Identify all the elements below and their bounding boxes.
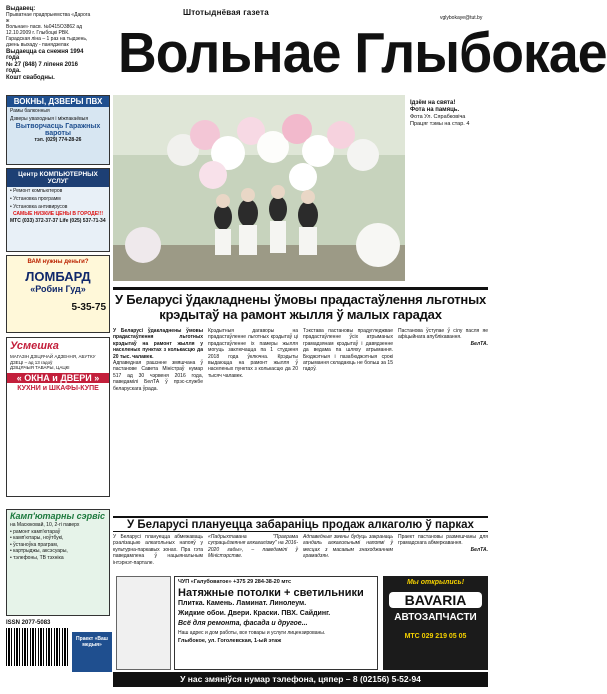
- ad-bavaria-sub: АВТОЗАПЧАСТИ: [394, 612, 477, 623]
- ad-store-line: Жидкие обои. Двери. Краски. ПВХ. Сайдинг.: [178, 610, 331, 617]
- ad-service-line: • тэлефоны, ТВ тэхніка: [10, 554, 64, 561]
- paper-title: Вольнае Глыбокае: [118, 21, 607, 85]
- article-signature: БелТА.: [470, 340, 488, 347]
- ad-small-mid: [116, 576, 171, 670]
- article2-column: [208, 534, 298, 572]
- article-column: [208, 328, 298, 516]
- ad-building-store: [174, 576, 378, 670]
- article2-headline: У Беларусі плануецца забараніць продаж алкаголю ў парках: [113, 516, 488, 532]
- ad-doors-line: Дзверы уваходныя і міжпакаёвыя: [10, 116, 89, 122]
- article2-quote: «Падрыхтавана "Праграма супрацьдзеяння алкагалізму" на 2016-2020 гады», – паведамілі ў Міністэрстве.: [208, 534, 298, 560]
- article2-paragraph: Адпаведныя змены будуць закранаць гандаль алкагольнымі напоямі ў месцах з масавым знаходжаннем грамадзян.: [303, 534, 393, 560]
- ad-lombard: [6, 255, 110, 333]
- issue-price: Кошт свабодны.: [6, 75, 55, 81]
- publisher-title: Выдавец:: [6, 6, 36, 12]
- ad-service-address: на Масюковай, 10, 2-гі паверх: [10, 522, 80, 528]
- article-column: [303, 328, 393, 516]
- front-photo: [113, 95, 405, 281]
- barcode-icon: [6, 628, 70, 666]
- ad-doors: [6, 95, 110, 165]
- ad-doors-line: Рамы балконныя: [10, 108, 50, 114]
- photo-caption-title: Ідзём на свята!: [410, 100, 456, 106]
- ad-pc-line: • Ремонт компьютеров: [10, 188, 63, 194]
- publisher-line: 12.10.2009 г. Глыбоцкі РВК.: [6, 30, 70, 36]
- ad-computer-repair: [6, 509, 110, 616]
- article-column: [113, 328, 203, 516]
- article2-column: [113, 534, 203, 572]
- article2-signature: БелТА.: [470, 546, 488, 553]
- article-lead: У Беларусі ўдакладнены ўмовы прадастаўлення льготных крэдытаў на рамонт жылля у населеных пунктах з колькасцю да 20 тыс. чалавек.: [113, 328, 203, 360]
- article-body: [113, 328, 488, 516]
- ad-service-line: • картрыджы, аксэсуары,: [10, 548, 68, 554]
- ad-usmeshka-line: ДЗЕЦІ – ад 13 гадоў: [10, 359, 53, 365]
- published-since: Выдаецца са снежня 1994 года: [6, 49, 84, 61]
- ad-usmeshka: [6, 337, 110, 497]
- ad-store-address: Глыбокое, ул. Гоголевская, 1-ый этаж: [178, 638, 282, 644]
- ad-bavaria-brand: BAVARIA: [389, 592, 482, 608]
- ad-pc-heading: Центр КОМПЬЮТЕРНЫХ УСЛУГ: [7, 169, 109, 187]
- issn-label: ISSN 2077-5083: [6, 620, 51, 626]
- ad-usmeshka-name: Усмешка: [10, 340, 59, 352]
- ad-lombard-name: ЛОМБАРД: [25, 269, 91, 284]
- photo-caption-line: Фота на памяць.: [410, 107, 460, 113]
- ad-lombard-phone: 5-35-75: [71, 302, 106, 313]
- photo-caption: [410, 100, 488, 128]
- publisher-line: дзень выхаду - панядзелак: [6, 42, 69, 48]
- article-paragraph: Крэдытныя дагаворы на прадастаўленне льготных крэдытаў ці прадастаўленне іх памеры жылля могуць заключацца па 1 студзеня 2018 года ўключна. Крэдыты выдаюцца на рамонт жылля ў населеных пунктах з колькасцю да 20 тысяч чалавек.: [208, 328, 298, 379]
- article2-paragraph: У Беларусі плануецца абмежаваць рэалізацыю алкагольных напояў у культурна-паркавых зонах. Пра гэта паведамлена ў нацыянальным інтэрнэт-партале.: [113, 534, 203, 566]
- ad-service-line: • рамонт камп'ютараў: [10, 528, 61, 535]
- photo-credit: Фота Ул. Сярабковіча: [410, 114, 466, 120]
- ad-service-line: • камп'ютары, ноўтбукі,: [10, 535, 64, 541]
- issue-number: № 27 (848) 7 ліпеня 2016 года.: [6, 62, 78, 74]
- ad-bavaria: [383, 576, 488, 670]
- ad-okna-heading: « ОКНА и ДВЕРИ »: [7, 373, 109, 383]
- ad-store-line: Всё для ремонта, фасада и другое...: [178, 620, 308, 627]
- ad-kuhni-heading: КУХНИ и ШКАФЫ-КУПЕ: [17, 384, 99, 392]
- ad-store-note: Наш адрес и дом работы, все товары и услуги лицензированы.: [178, 630, 326, 636]
- ad-service-line: • ўстаноўка праграм,: [10, 541, 59, 548]
- ad-store-line: Плитка. Камень. Ламинат. Линолеум.: [178, 600, 307, 607]
- ad-pc-line: • Установка антивирусов: [10, 204, 68, 210]
- article2-column: [303, 534, 393, 572]
- ad-doors-garage: Вытворчасць Гаражных вароты: [15, 123, 101, 137]
- ad-store-heading: Натяжные потолки + светильники: [178, 587, 364, 599]
- ad-lombard-question: ВАМ нужны деньги?: [27, 259, 89, 265]
- ad-usmeshka-line: МАГАЗІН ДЗІЦЯЧАЙ АДЗЕННЯ, АБУТКУ: [10, 354, 96, 359]
- paper-subtitle: Штотыднёвая газета: [183, 8, 269, 17]
- ad-bavaria-phone: МТС 029 219 05 05: [404, 633, 467, 640]
- ad-computer-services: [6, 168, 110, 252]
- ad-pc-line: • Установка программ: [10, 196, 61, 202]
- article2-body: [113, 534, 488, 572]
- publisher-line: Прыватнае прадпрыемства «Дарога ж: [6, 12, 91, 24]
- article2-paragraph: Праект пастановы размешчаны для грамадскага абмеркавання.: [398, 534, 488, 547]
- continued-note: Працяг тэмы на стар. 4: [410, 121, 470, 127]
- phone-change-banner: У нас змяніўся нумар тэлефона, цяпер – 8 (02156) 5-52-94: [113, 672, 488, 687]
- ad-doors-heading: ВОКНЫ, ДЗВЕРЫ ПВХ: [7, 96, 109, 107]
- ad-doors-phone: тэл. (029) 774-28-26: [34, 137, 82, 143]
- article2-column: [398, 534, 488, 572]
- ad-bavaria-heading: Мы открылись!: [406, 579, 465, 586]
- ad-pc-slogan: САМЫЕ НИЗКИЕ ЦЕНЫ В ГОРОДЕ!!!: [12, 211, 104, 217]
- ad-pc-phones: МТС (033) 372-37-37 Life (025) 537-71-34: [10, 218, 106, 224]
- publisher-line: Вольнае» пасв. №0415О3862 ад: [6, 24, 83, 30]
- article-paragraph: Адпаведная рашэнне змяшчана ў пастанове Савета Міністраў нумар 517 ад 30 чэрвеня 2016 года, паведамілі БелТА ў прэс-службе беларускага ўрада.: [113, 360, 203, 392]
- article-headline: У Беларусі ўдакладнены ўмовы прадастаўлення льготных крэдытаў на рамонт жылля ў малых гарадах: [113, 287, 488, 325]
- publisher-box: [6, 6, 94, 81]
- publisher-line: Гарадская ліна – 1 раз на тыдзень,: [6, 36, 88, 42]
- media-project-badge: Праект «Ваш медыя»: [72, 632, 112, 672]
- article-paragraph: Тэкстава пастановы прадугледжвае прадастаўленне ўсіх атрыманых грамадзянам крэдытаў і давядзенне да ведама па шляху атрымання. Бюджэтныя і пазабюджэтныя срокі атрымання складаюць не больш за 15 гадоў.: [303, 328, 393, 373]
- ad-store-top: ЧУП «Галубоватое» +375 29 284-38-20 мтс: [178, 579, 292, 585]
- ad-lombard-sub: «Робин Гуд»: [30, 284, 86, 294]
- article-paragraph: Пастанова ўступае ў сілу пасля яе афіцыйнага апублікавання.: [398, 328, 488, 341]
- article-column: [398, 328, 488, 516]
- photo-balloons-illustration: [113, 95, 405, 281]
- ad-usmeshka-line: ДЗІЦЯЧЫЯ ТАВАРЫ, ЦАЦКІ: [10, 365, 70, 370]
- ad-service-heading: Камп'ютарны сэрвіс: [10, 511, 106, 521]
- paper-email[interactable]: vglybokaye@tut.by: [440, 15, 483, 21]
